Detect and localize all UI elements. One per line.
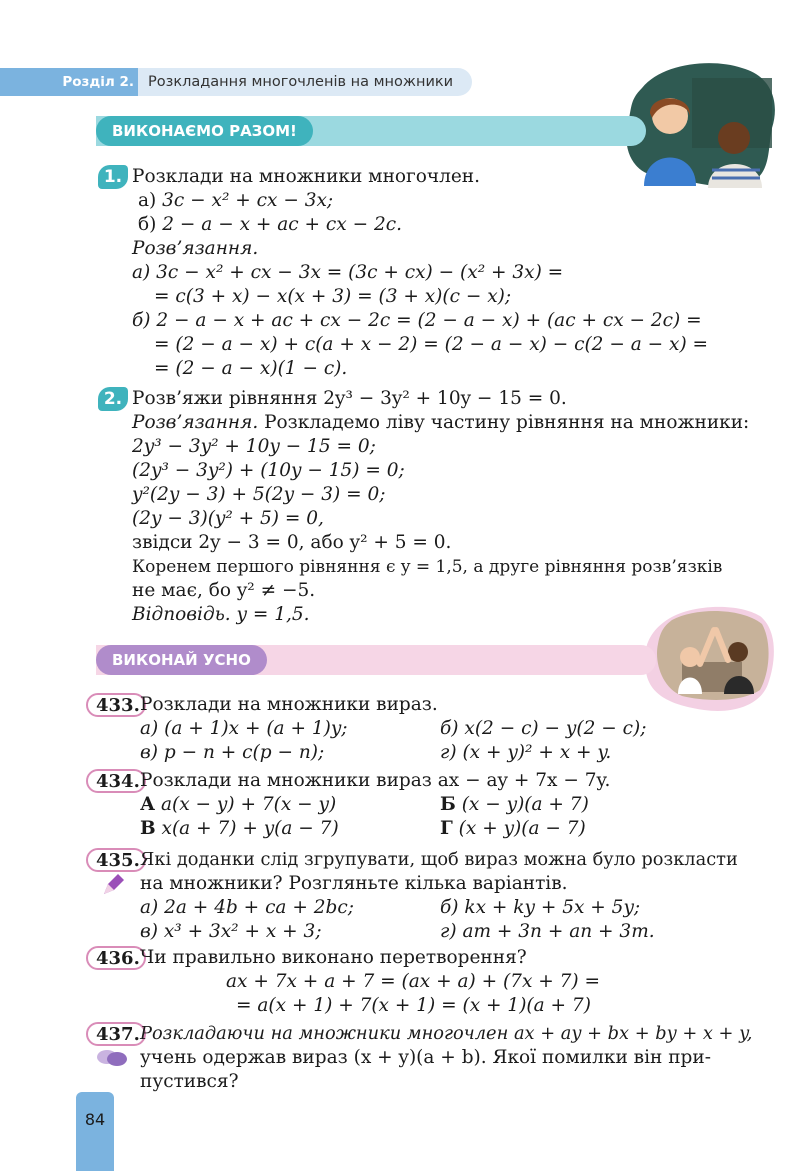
example-2-task: Розв’яжи рівняння 2y³ − 3y² + 10y − 15 = 0.	[132, 388, 567, 409]
blackboard-photo	[622, 58, 780, 188]
together-band-label: ВИКОНАЄМО РАЗОМ!	[96, 116, 313, 146]
exercise-437-line-2: учень одержав вираз (x + y)(a + b). Якої помилки він при-	[140, 1047, 711, 1068]
page-number: 84	[76, 1092, 114, 1171]
exercise-434-option-v: В x(a + 7) + y(a − 7)	[140, 818, 339, 839]
exercise-434-option-g: Г (x + y)(a − 7)	[440, 818, 586, 839]
exercise-434-task: Розклади на множники вираз ax − ay + 7x − 7y.	[140, 770, 611, 791]
exercise-433-d: г) (x + y)² + x + y.	[440, 742, 612, 763]
discussion-icon	[96, 1048, 128, 1068]
example-2-line-2: (2y³ − 3y²) + (10y − 15) = 0;	[132, 460, 405, 481]
exercise-437-number: 437.	[86, 1022, 146, 1046]
oral-band	[96, 645, 656, 675]
example-1-solution-b-line2: = (2 − a − x) + c(a + x − 2) = (2 − a − x) − c(2 − a − x) =	[154, 334, 709, 355]
pencil-icon	[100, 872, 126, 898]
exercise-434-option-a: А a(x − y) + 7(x − y)	[140, 794, 337, 815]
exercise-435-b: б) kx + ky + 5x + 5y;	[440, 897, 641, 918]
exercise-433-c: в) p − n + c(p − n);	[140, 742, 325, 763]
example-2-line-7: не має, бо y² ≠ −5.	[132, 580, 316, 601]
exercise-435-line-1: Які доданки слід згрупувати, щоб вираз можна було розкласти	[140, 849, 738, 870]
exercise-436-line-2: = a(x + 1) + 7(x + 1) = (x + 1)(a + 7)	[236, 995, 591, 1016]
exercise-436-line-1: ax + 7x + a + 7 = (ax + a) + (7x + 7) =	[226, 971, 601, 992]
exercise-436-number: 436.	[86, 946, 146, 970]
example-2-line-5: звідси 2y − 3 = 0, або y² + 5 = 0.	[132, 532, 452, 553]
example-1-solution-a-line2: = c(3 + x) − x(x + 3) = (3 + x)(c − x);	[154, 286, 512, 307]
example-2-line-4: (2y − 3)(y² + 5) = 0,	[132, 508, 324, 529]
example-2-line-6: Коренем першого рівняння є y = 1,5, а друге рівняння розв’язків	[132, 557, 723, 577]
section-header	[0, 68, 472, 96]
exercise-435-number: 435.	[86, 848, 146, 872]
exercise-437-line-3: пустився?	[140, 1071, 239, 1092]
example-1-solution-a-line1: а) 3c − x² + cx − 3x = (3c + cx) − (x² + 3x) =	[132, 262, 564, 283]
example-1-task: Розклади на множники многочлен.	[132, 166, 481, 187]
example-1-solution-b-line3: = (2 − a − x)(1 − c).	[154, 358, 348, 379]
exercise-434-number: 434.	[86, 769, 146, 793]
example-1-item-b: б) 2 − a − x + ac + cx − 2c.	[138, 214, 402, 235]
example-1-number: 1.	[98, 165, 128, 189]
exercise-433-task: Розклади на множники вираз.	[140, 694, 438, 715]
exercise-435-line-2: на множники? Розгляньте кілька варіантів.	[140, 873, 568, 894]
example-1-item-a: а) 3c − x² + cx − 3x;	[138, 190, 334, 211]
exercise-436-task: Чи правильно виконано перетворення?	[140, 947, 527, 968]
exercise-433-number: 433.	[86, 693, 146, 717]
example-2-solution-intro: Розв’язання. Розкладемо ліву частину рівняння на множники:	[132, 412, 750, 433]
exercise-435-c: в) x³ + 3x² + x + 3;	[140, 921, 322, 942]
example-2-number: 2.	[98, 387, 128, 411]
exercise-435-a: а) 2a + 4b + ca + 2bc;	[140, 897, 354, 918]
example-2-line-1: 2y³ − 3y² + 10y − 15 = 0;	[132, 436, 376, 457]
together-band	[96, 116, 646, 146]
example-2-line-3: y²(2y − 3) + 5(2y − 3) = 0;	[132, 484, 386, 505]
exercise-434-option-b: Б (x − y)(a + 7)	[440, 794, 589, 815]
section-label: Розділ 2.	[0, 68, 140, 96]
exercise-433-a: а) (a + 1)x + (a + 1)y;	[140, 718, 348, 739]
example-1-solution-label: Розв’язання.	[132, 238, 259, 259]
exercise-437-line-1: Розкладаючи на множники многочлен ax + ay + bx + by + x + y,	[140, 1023, 753, 1044]
exercise-433-b: б) x(2 − c) − y(2 − c);	[440, 718, 647, 739]
oral-band-label: ВИКОНАЙ УСНО	[96, 645, 267, 675]
high-five-photo	[642, 602, 776, 714]
example-2-answer: Відповідь. y = 1,5.	[132, 604, 310, 625]
exercise-435-d: г) am + 3n + an + 3m.	[440, 921, 655, 942]
example-1-solution-b-line1: б) 2 − a − x + ac + cx − 2c = (2 − a − x) + (ac + cx − 2c) =	[132, 310, 702, 331]
section-title: Розкладання многочленів на множники	[138, 68, 472, 96]
